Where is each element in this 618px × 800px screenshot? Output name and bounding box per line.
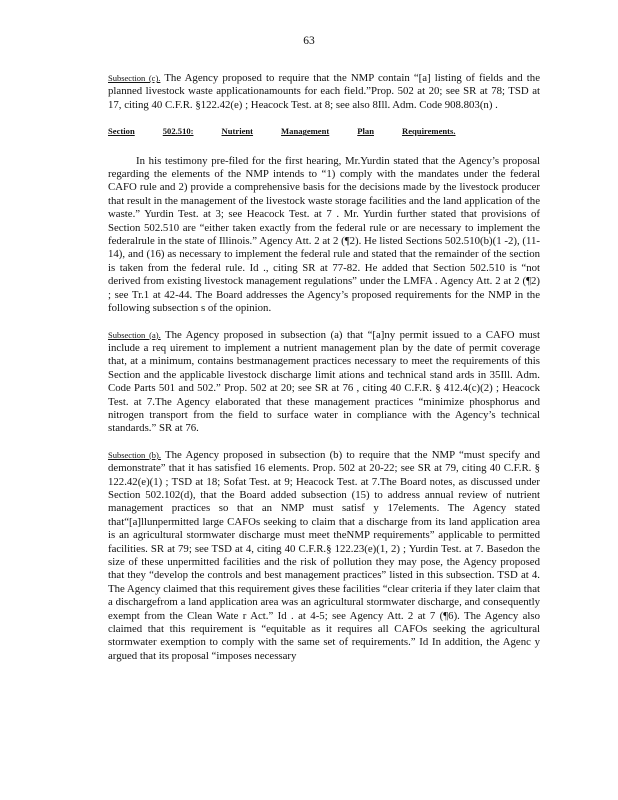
heading-word-4: Requirements. [401,126,456,137]
paragraph-subsection-a [108,329,540,436]
heading-word-1: Nutrient [221,126,254,137]
heading-word-2: Management [281,126,330,137]
paragraph-subsection-c [108,72,540,112]
subsection-c-lead: Subsection (c). [108,73,161,83]
paragraph-yurdin-testimony [108,155,540,316]
page-number: 63 [303,35,315,47]
subsection-b-text: The Agency proposed in subsection (b) to require that the NMP “must specify and demonstrate” that it has satisfied 16 elements. Prop. 502 at 20-22; see SR at 79, citing 40 C.F.R. § 122.42(e)(1) ; TSD at 18; Sofat Test. at 9; Heacock Test. at 7.The Board notes, as discussed under Section 502.102(d), that the Board added subsection (15) to address annual review of nutrient management practices so that an NMP must satisf y 17elements. The Agency stated that“[a]llunpermitted large CAFOs seeking to claim that a discharge from its land application area is an agricultural stormwater discharge must meet theNMP requirements” applicable to permitted facilities. SR at 79; see TSD at 4, citing 40 C.F.R.§ 122.23(e)(1, 2) ; Yurdin Test. at 7. Basedon the size of these unpermitted facilities and the risk of pollution they may pose, the Agency proposed that they “develop the controls and best management practices” listed in this subsection. TSD at 4. The Agency claimed that this requirement gives these facilities “clear criteria if they later claim that a dischargefrom a land application area was an agricultural stormwater discharge, and consequently exempt from the Clean Wate r Act.” Id . at 4-5; see Agency Att. 2 at 7 (¶6). The Agency also claimed that this requirement is “equitable as it requires all CAFOs seeking the agricultural stormwater exemption to comply with the same set of requirements.” Id In addition, the Agenc y argued that its proposal “imposes necessary [108,448,541,662]
heading-word-3: Plan [357,126,374,137]
subsection-b-lead: Subsection (b). [108,449,162,460]
heading-section-word: Section [108,126,135,137]
subsection-a-lead: Subsection (a). [108,329,161,340]
subsection-a-text: The Agency proposed in subsection (a) that “[a]ny permit issued to a CAFO must include a req uirement to implement a nutrient management plan by the date of permit coverage that, at a minimum, contains bestmanagement practices necessary to meet the requirements of this Section and the applicable livestock discharge limit ations and technical stand ards in 35Ill. Adm. Code Parts 501 and 502.” Prop. 502 at 20; see SR at 76 , citing 40 C.F.R. § 412.4(c)(2) ; Heacock Test. at 7.The Agency elaborated that these management practices “minimize phosphorus and nitrogen transport from the field to surface water in compliance with the Agency’s technical standards.” SR at 76. [108,328,540,435]
paragraph-subsection-b [108,449,540,664]
subsection-c-text: The Agency proposed to require that the NMP contain “[a] listing of fields and the planned livestock waste applicationamounts for each field.”Prop. 502 at 20; see SR at 78; TSD at 17, citing 40 C.F.R. §122.42(e) ; Heacock Test. at 8; see also 8Ill. Adm. Code 908.803(n) . [108,72,540,111]
document-body [108,72,540,663]
yurdin-testimony-text: In his testimony pre-filed for the first hearing, Mr.Yurdin stated that the Agency’s proposal regarding the elements of the NMP intends to “1) comply with the mandates under the federal CAFO rule and 2) provide a comprehensive basis for the decisions made by the livestock producer that result in the management of the livestock waste storage facilities and the land application of the waste.” Yurdin Test. at 3; see Heacock Test. at 7 . Mr. Yurdin further stated that provisions of Section 502.510 are “either taken exactly from the federal rule or are necessary to implement the federalrule in the state of Illinois.” Agency Att. 2 at 2 (¶2). He listed Sections 502.510(b)(1 -2), (11-14), and (16) as necessary to implement the federal rule and stated that the remainder of the section is taken from the federal rule. Id ., citing SR at 77-82. He added that Section 502.510 is “not derived from existing livestock management regulations” under the LMFA . Agency Att. 2 at 2 (¶2) ; see Tr.1 at 42-44. The Board addresses the Agency’s proposed requirements for the NMP in the following subsection s of the opinion. [108,154,540,315]
section-heading [108,125,540,138]
heading-section-number: 502.510: [162,126,194,137]
